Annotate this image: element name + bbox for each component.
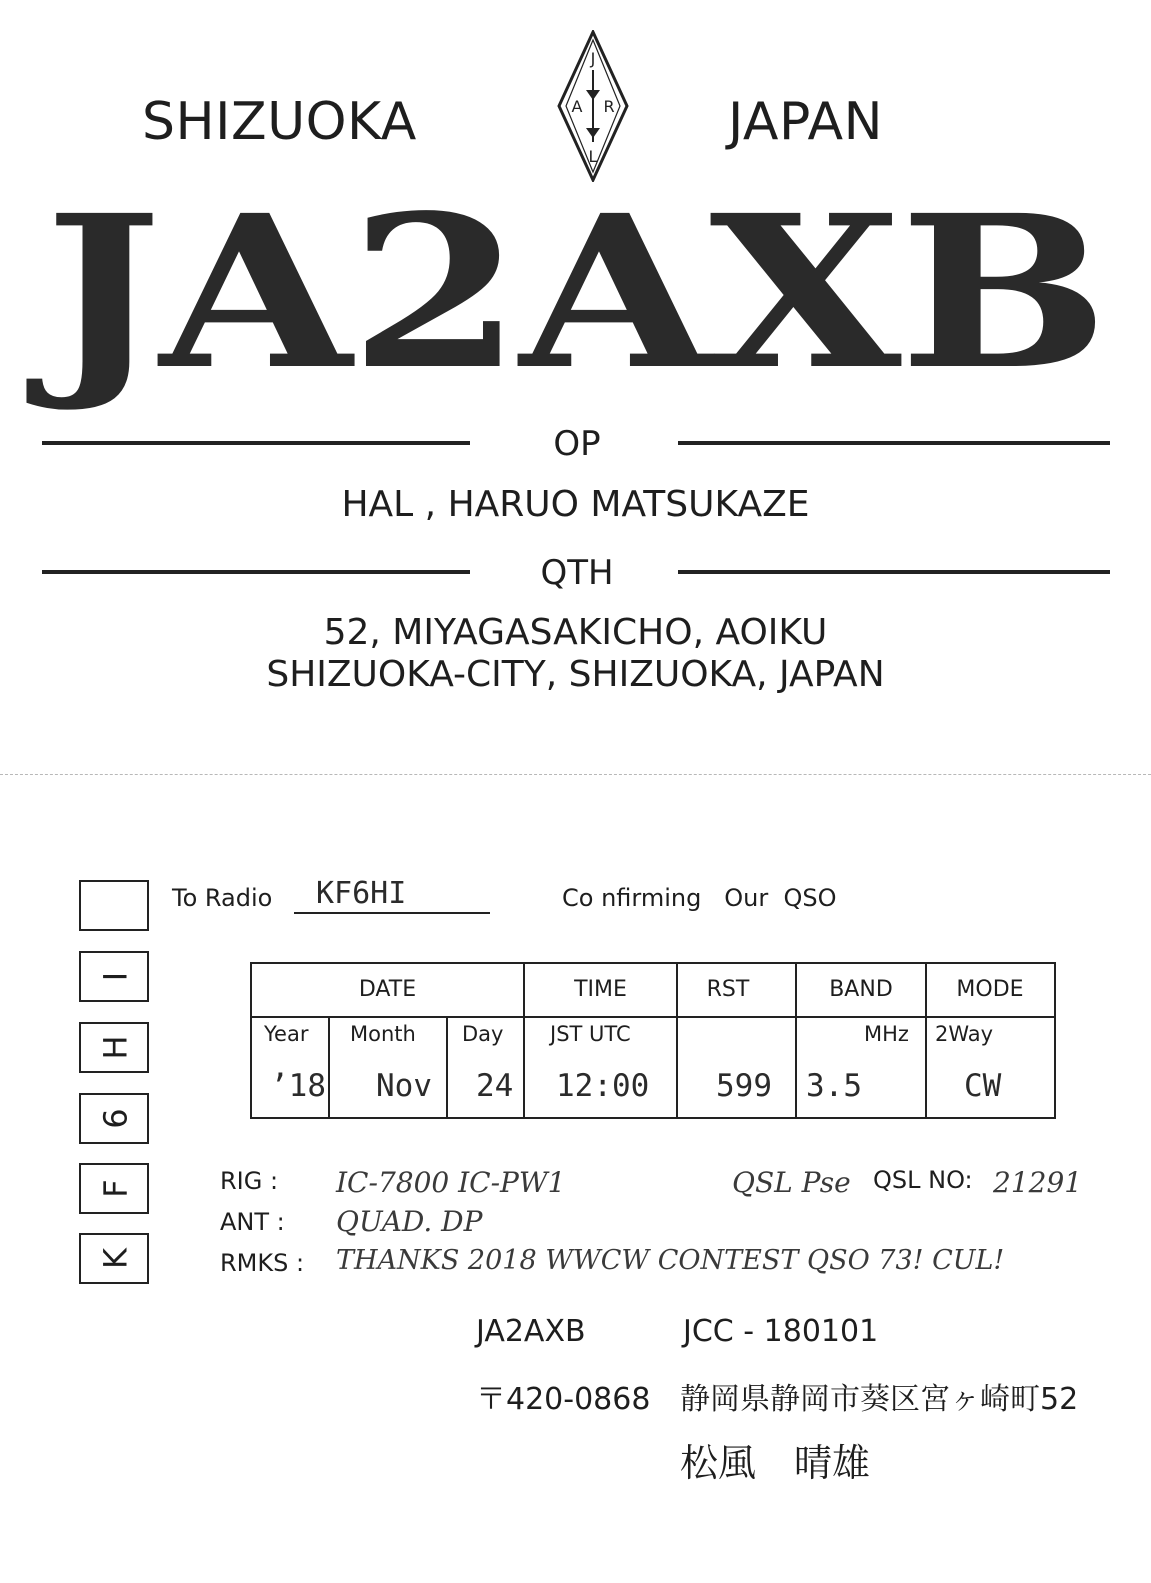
stamp-box-empty	[79, 880, 149, 931]
op-label: OP	[553, 424, 601, 464]
footer-callsign: JA2AXB	[476, 1314, 586, 1349]
divider-rule	[678, 570, 1110, 574]
value-mode: CW	[964, 1068, 1002, 1104]
value-time: 12:00	[556, 1068, 650, 1104]
address-line-1: 52, MIYAGASAKICHO, AOIKU	[323, 612, 828, 653]
rig-label: RIG :	[220, 1167, 279, 1195]
header-band: BAND	[829, 977, 893, 1002]
location-right: JAPAN	[728, 92, 883, 152]
confirming-text: Co nfirming Our QSO	[562, 884, 837, 912]
qsl-no-value: 21291	[993, 1166, 1083, 1199]
operator-name: HAL , HARUO MATSUKAZE	[341, 484, 810, 525]
svg-text:J: J	[590, 49, 596, 68]
stamp-box-letter: I	[79, 951, 149, 1002]
rmks-label: RMKS :	[220, 1249, 305, 1277]
ant-label: ANT :	[220, 1208, 285, 1236]
divider-rule	[42, 570, 470, 574]
sub-day: Day	[462, 1022, 504, 1046]
svg-text:R: R	[603, 97, 615, 116]
rmks-value: THANKS 2018 WWCW CONTEST QSO 73! CUL!	[336, 1245, 1005, 1276]
value-band: 3.5	[806, 1068, 862, 1104]
card-divider	[0, 774, 1151, 775]
svg-text:L: L	[588, 147, 598, 166]
qsl-pse: QSL Pse	[732, 1166, 851, 1199]
to-radio-label: To Radio	[172, 884, 273, 912]
to-radio-callsign: KF6HI	[316, 876, 407, 911]
to-radio-underline	[294, 912, 490, 914]
qth-label: QTH	[540, 553, 614, 593]
postal-code: 〒420-0868	[476, 1382, 651, 1417]
jarl-logo	[557, 30, 629, 182]
stamp-box-letter: 6	[79, 1093, 149, 1144]
value-month: Nov	[376, 1068, 432, 1104]
divider-rule	[678, 441, 1110, 445]
ant-value: QUAD. DP	[336, 1205, 483, 1238]
address-line-2: SHIZUOKA-CITY, SHIZUOKA, JAPAN	[266, 654, 885, 695]
rig-value: IC-7800 IC-PW1	[336, 1166, 566, 1199]
value-day: 24	[476, 1068, 514, 1104]
stamp-box-letter: K	[79, 1233, 149, 1284]
value-year: ’18	[270, 1068, 326, 1104]
stamp-box-letter: F	[79, 1163, 149, 1214]
sub-mode-type: 2Way	[935, 1022, 994, 1046]
japanese-address: 静岡県静岡市葵区宮ヶ崎町52	[680, 1382, 1079, 1417]
jcc-number: JCC - 180101	[683, 1314, 879, 1349]
stamp-box-letter: H	[79, 1022, 149, 1073]
value-rst: 599	[716, 1068, 772, 1104]
callsign-title: JA2AXB	[44, 169, 1107, 416]
japanese-name: 松風 晴雄	[680, 1441, 871, 1485]
divider-rule	[42, 441, 470, 445]
header-date: DATE	[358, 977, 417, 1002]
qsl-no-label: QSL NO:	[873, 1166, 973, 1194]
sub-month: Month	[350, 1022, 416, 1046]
header-time: TIME	[574, 977, 627, 1002]
sub-band-unit: MHz	[864, 1022, 909, 1046]
sub-year: Year	[264, 1022, 309, 1046]
header-mode: MODE	[956, 977, 1024, 1002]
sub-time-zone: JST UTC	[550, 1022, 631, 1046]
qso-table	[250, 962, 1056, 1119]
svg-text:A: A	[571, 97, 583, 116]
location-left: SHIZUOKA	[142, 92, 417, 152]
header-rst: RST	[706, 977, 750, 1002]
